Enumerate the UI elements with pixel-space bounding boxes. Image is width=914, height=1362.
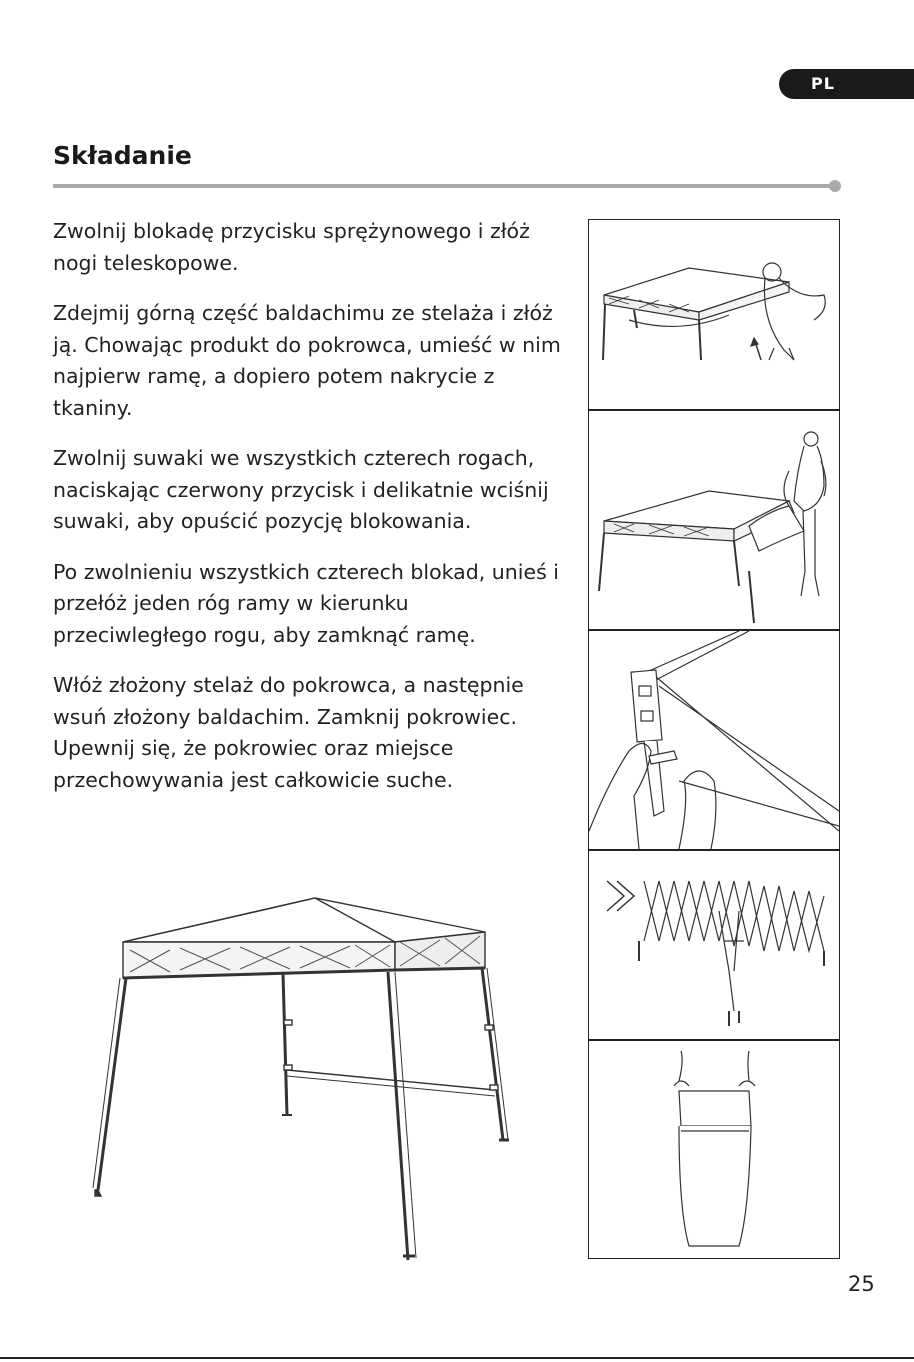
- title-divider: [53, 184, 833, 188]
- language-tab: [779, 69, 914, 99]
- instruction-paragraph-1: Zwolnij blokadę przycisku sprężynowego i złóż nogi teleskopowe.: [53, 219, 530, 275]
- language-tab-label: PL: [811, 74, 835, 93]
- bottom-border: [0, 1357, 914, 1359]
- divider-dot: [829, 180, 841, 192]
- step-3-illustration: [589, 631, 839, 849]
- step-2-illustration: [589, 411, 839, 629]
- instruction-paragraph-4: Po zwolnieniu wszystkich czterech blokad, unieś i przełóż jeden róg ramy w kierunku przeciwległego rogu, aby zamknąć ramę.: [53, 559, 559, 647]
- instruction-paragraph-2: Zdejmij górną część baldachimu ze stelaża i złóż ją. Chowając produkt do pokrowca, umieść w nim najpierw ramę, a dopiero potem nakrycie z tkaniny.: [53, 301, 561, 420]
- step-1-illustration: [589, 220, 839, 410]
- page-number: 25: [848, 1272, 875, 1296]
- instruction-paragraph-3: Zwolnij suwaki we wszystkich czterech rogach, naciskając czerwony przycisk i delikatnie wciśnij suwaki, aby opuścić pozycję blokowania.: [53, 446, 549, 533]
- page-title: Składanie: [53, 141, 192, 170]
- instruction-paragraph-5: Włóż złożony stelaż do pokrowca, a następnie wsuń złożony baldachim. Zamknij pokrowiec. Upewnij się, że pokrowiec oraz miejsce przechowywania jest całkowicie suche.: [53, 673, 524, 792]
- step-5-illustration: [589, 1041, 839, 1259]
- step-4-illustration: [589, 851, 839, 1039]
- instructions-text: [53, 216, 563, 815]
- step-illustrations: [588, 219, 840, 1259]
- canopy-illustration: [90, 890, 530, 1270]
